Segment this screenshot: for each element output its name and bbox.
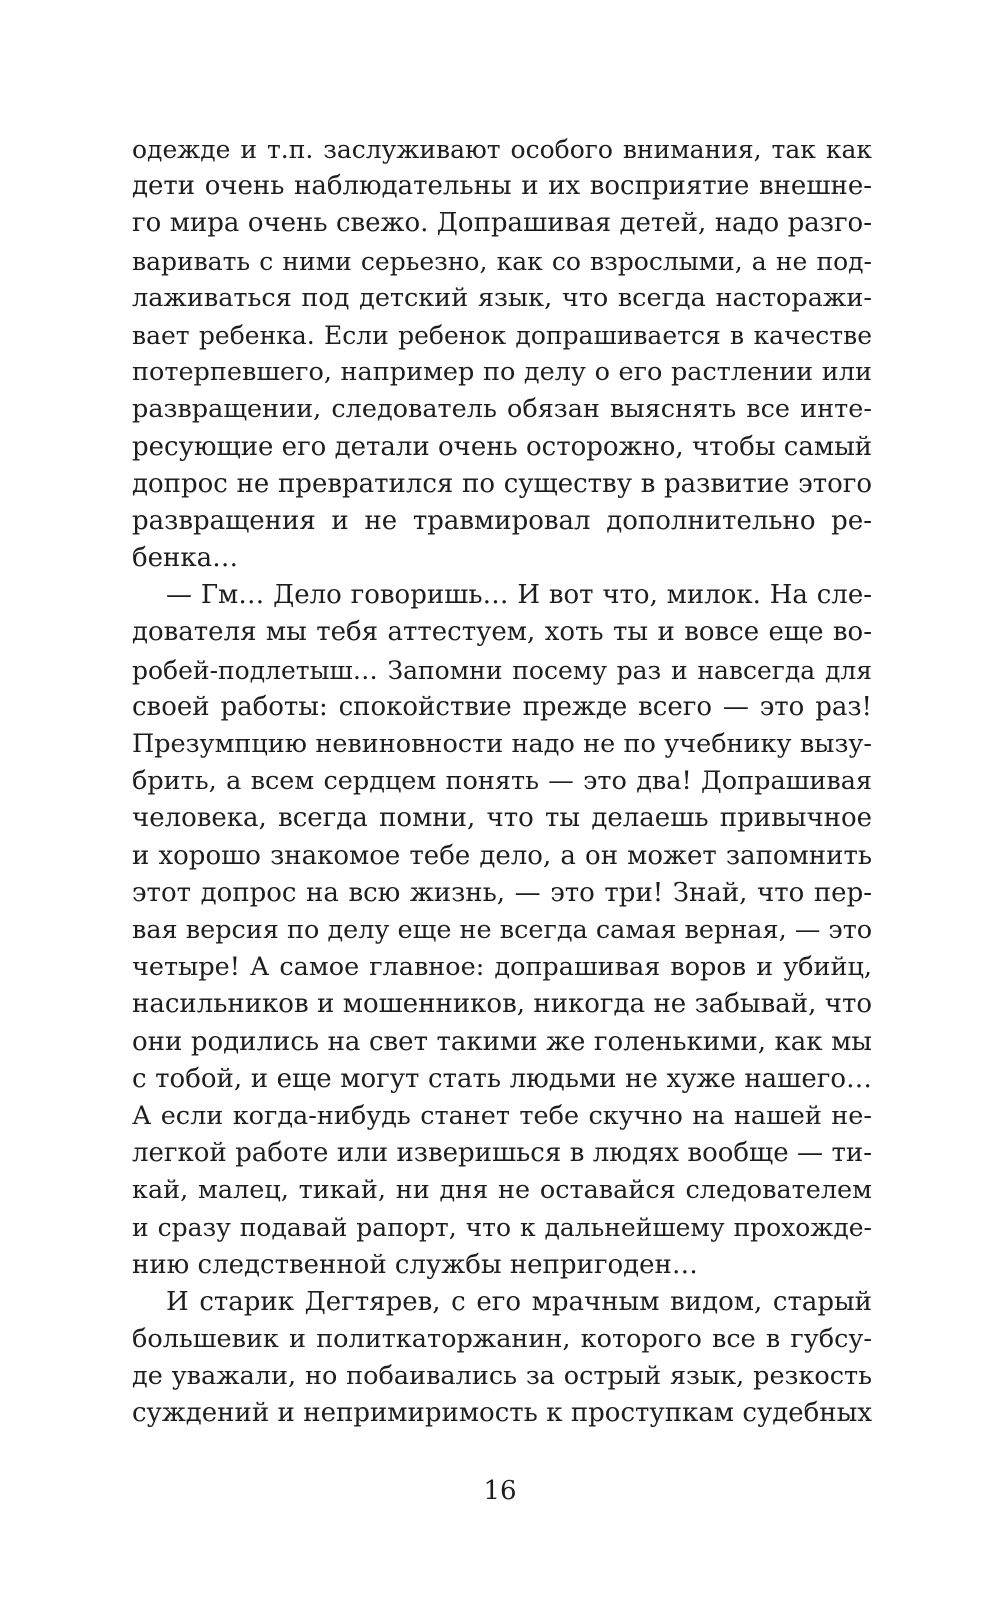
text-line: дети очень наблюдательны и их восприятие внешне-	[132, 171, 872, 202]
text-line: варивать с ними серьезно, как со взрослыми, а не под-	[132, 246, 872, 276]
text-line: бенка…	[132, 543, 239, 574]
text-line: насильников и мошенников, никогда не забывай, что	[132, 989, 872, 1020]
text-line: Презумпцию невиновности надо не по учебнику вызу-	[132, 729, 872, 759]
text-line: суждений и непримиримость к проступкам судебных	[132, 1398, 872, 1429]
text-line: допрос не превратился по существу в развитие этого	[132, 468, 872, 499]
text-line: и сразу подавай рапорт, что к дальнейшему прохожде-	[132, 1213, 872, 1243]
text-line: с тобой, и еще могут стать людьми не хуже нашего…	[132, 1063, 872, 1094]
text-line: развращения и не травмировал дополнительно ре-	[132, 505, 872, 536]
text-line: большевик и политкаторжанин, которого все в губсу-	[132, 1324, 872, 1354]
text-line: де уважали, но побаивались за острый язык, резкость	[132, 1361, 872, 1392]
text-line: они родились на свет такими же голенькими, как мы	[132, 1026, 872, 1057]
text-line: лаживаться под детский язык, что всегда насторажи-	[132, 282, 872, 313]
text-line: развращении, следователь обязан выяснять все инте-	[132, 394, 872, 425]
text-line: брить, а всем сердцем понять — это два! Допрашивая	[132, 766, 872, 797]
text-line: го мира очень свежо. Допрашивая детей, надо разго-	[132, 208, 872, 239]
text-line: — Гм… Дело говоришь… И вот что, милок. На сле-	[166, 580, 872, 611]
page-number: 16	[483, 1476, 517, 1506]
text-line: И старик Дегтярев, с его мрачным видом, старый	[166, 1286, 872, 1317]
text-line: человека, всегда помни, что ты делаешь привычное	[132, 803, 872, 834]
text-line: этот допрос на всю жизнь, — это три! Знай, что пер-	[132, 877, 872, 908]
text-line: и хорошо знакомое тебе дело, а он может запомнить	[132, 840, 872, 871]
text-line: легкой работе или изверишься в людях вообще — ти-	[132, 1138, 872, 1169]
text-line: кай, малец, тикай, ни дня не оставайся следователем	[132, 1175, 872, 1206]
body-text	[132, 131, 872, 1433]
text-line: одежде и т.п. заслуживают особого внимания, так как	[132, 135, 872, 164]
text-line: А если когда-нибудь станет тебе скучно на нашей не-	[132, 1100, 872, 1131]
text-line: ресующие его детали очень осторожно, чтобы самый	[132, 431, 873, 462]
text-line: своей работы: спокойствие прежде всего — это раз!	[132, 691, 872, 722]
text-line: вает ребенка. Если ребенок допрашивается в качестве	[132, 320, 872, 350]
text-line: вая версия по делу еще не всегда самая верная, — это	[132, 914, 873, 945]
text-line: четыре! А самое главное: допрашивая воров и убийц,	[132, 952, 872, 983]
text-line: потерпевшего, например по делу о его растлении или	[132, 357, 872, 388]
text-line: дователя мы тебя аттестуем, хоть ты и вовсе еще во-	[132, 617, 872, 648]
text-line: робей-подлетыш… Запомни посему раз и навсегда для	[132, 655, 872, 685]
text-line: нию следственной службы непригоден…	[132, 1249, 698, 1280]
